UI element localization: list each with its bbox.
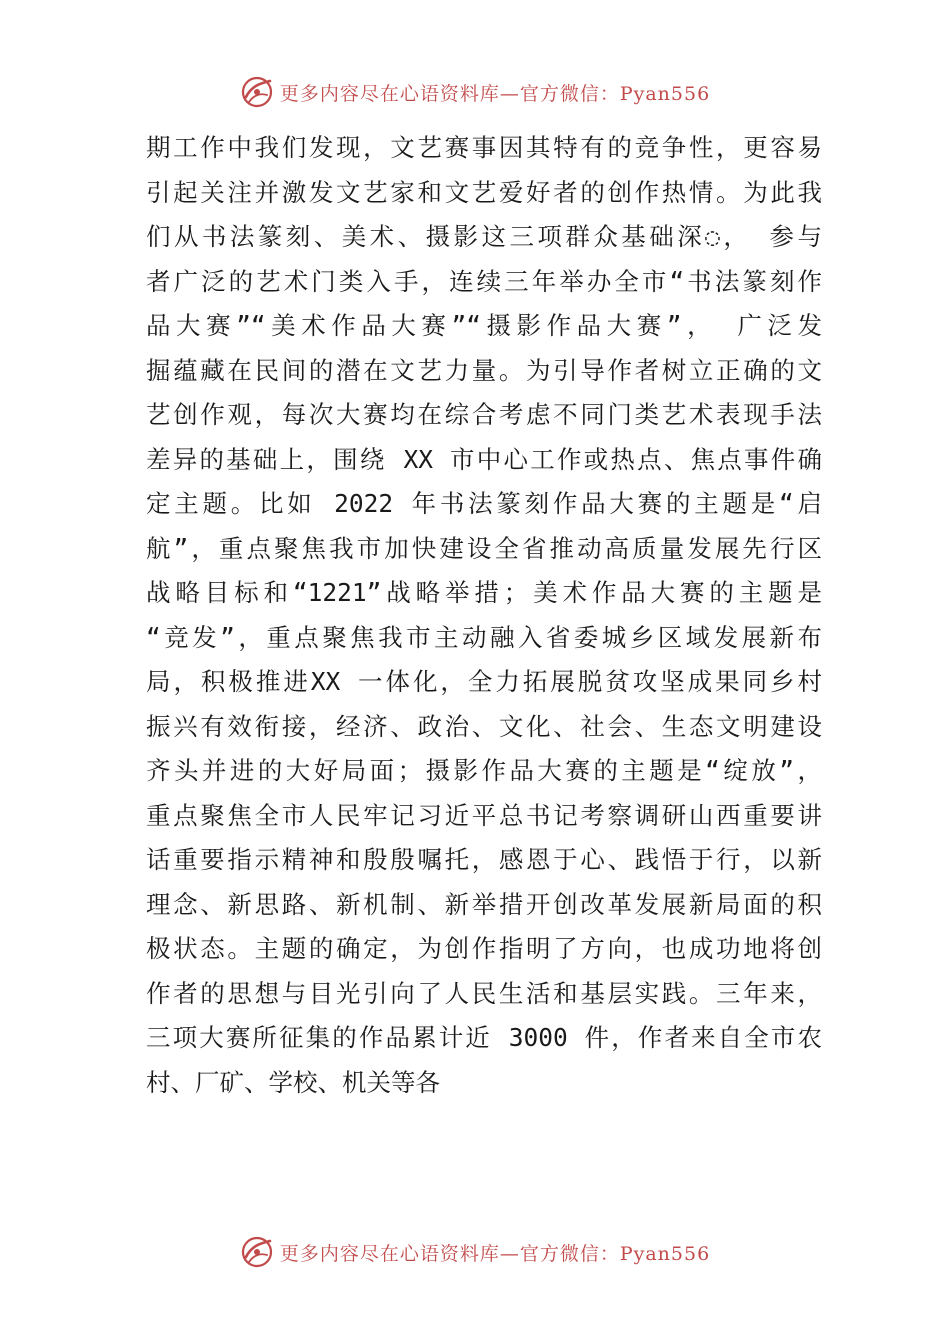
body-line: 艺创作观，每次大赛均在综合考虑不同门类艺术表现手法 bbox=[146, 400, 822, 429]
body-line: 掘蕴藏在民间的潜在文艺力量。为引导作者树立正确的文 bbox=[146, 355, 822, 385]
body-line: “竞发”，重点聚焦我市主动融入省委城乡区域发展新布 bbox=[146, 622, 822, 652]
body-line: 重点聚焦全市人民牢记习近平总书记考察调研山西重要讲 bbox=[146, 800, 822, 830]
body-line: 村、厂矿、学校、机关等各 bbox=[146, 1067, 440, 1097]
body-line: 期工作中我们发现，文艺赛事因其特有的竞争性，更容易 bbox=[146, 133, 822, 162]
header-banner bbox=[0, 72, 950, 112]
body-line: 者广泛的艺术门类入手，连续三年举办全市“书法篆刻作 bbox=[146, 266, 822, 296]
body-line: 引起关注并激发文艺家和文艺爱好者的创作热情。为此我 bbox=[146, 177, 822, 207]
red-circular-logo-icon bbox=[240, 75, 274, 109]
body-line: 们从书法篆刻、美术、摄影这三项群众基础深◌， 参与 bbox=[146, 222, 822, 251]
body-line: 差异的基础上，围绕 XX 市中心工作或热点、焦点事件确 bbox=[146, 444, 822, 474]
document-body bbox=[146, 126, 822, 1105]
body-line: 航”，重点聚焦我市加快建设全省推动高质量发展先行区 bbox=[146, 533, 822, 563]
body-line: 理念、新思路、新机制、新举措开创改革发展新局面的积 bbox=[146, 889, 822, 919]
body-line: 振兴有效衔接，经济、政治、文化、社会、生态文明建设 bbox=[146, 711, 822, 741]
body-line: 局，积极推进XX 一体化，全力拓展脱贫攻坚成果同乡村 bbox=[146, 667, 822, 696]
header-banner-content bbox=[240, 75, 710, 109]
red-circular-logo-icon bbox=[240, 1235, 274, 1269]
body-line: 定主题。比如 2022 年书法篆刻作品大赛的主题是“启 bbox=[146, 489, 822, 518]
body-line: 战略目标和“1221”战略举措；美术作品大赛的主题是 bbox=[146, 578, 822, 607]
body-line: 作者的思想与目光引向了人民生活和基层实践。三年来， bbox=[146, 978, 822, 1008]
footer-banner-text: 更多内容尽在心语资料库—官方微信：Pyan556 bbox=[279, 1242, 711, 1265]
header-banner-text: 更多内容尽在心语资料库—官方微信：Pyan556 bbox=[279, 82, 711, 105]
footer-banner-content bbox=[240, 1235, 710, 1269]
body-line: 话重要指示精神和殷殷嘱托，感恩于心、践悟于行，以新 bbox=[146, 845, 822, 874]
footer-banner bbox=[0, 1232, 950, 1272]
body-line: 齐头并进的大好局面；摄影作品大赛的主题是“绽放”， bbox=[146, 756, 822, 785]
body-line: 品大赛”“美术作品大赛”“摄影作品大赛”， 广泛发 bbox=[146, 311, 822, 340]
body-line: 三项大赛所征集的作品累计近 3000 件，作者来自全市农 bbox=[146, 1023, 822, 1052]
body-line: 极状态。主题的确定，为创作指明了方向，也成功地将创 bbox=[146, 934, 822, 963]
